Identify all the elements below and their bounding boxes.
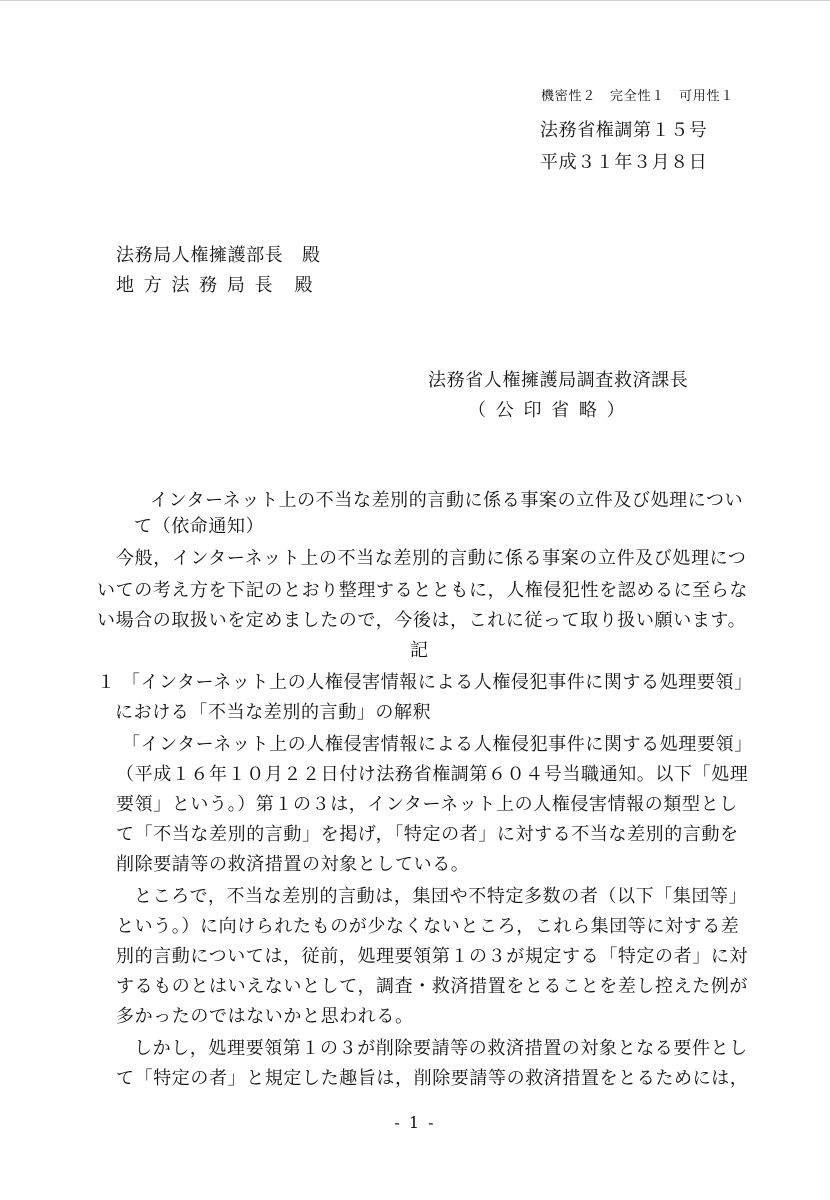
addressee-2: 地 方 法 務 局 長 殿 — [116, 275, 315, 296]
intro-line-3: い場合の取扱いを定めましたので，今後は，これに従って取り扱い願います。 — [97, 610, 747, 631]
para3-line-2: て「特定の者」と規定した趣旨は，削除要請等の救済措置をとるためには， — [116, 1068, 749, 1089]
intro-line-2: いての考え方を下記のとおり整理するとともに，人権侵犯性を認めるに至らな — [97, 580, 748, 601]
section1-heading-line-1: １ 「インターネット上の人権侵害情報による人権侵犯事件に関する処理要領」 — [97, 672, 753, 693]
subject-line-2: て（依命通知） — [134, 516, 265, 537]
para3-line-1: しかし，処理要領第１の３が削除要請等の救済措置の対象となる要件とし — [134, 1038, 748, 1059]
para1-line-5: 削除要請等の救済措置の対象としている。 — [116, 854, 470, 875]
document-date: 平成３１年３月８日 — [540, 152, 708, 173]
para1-line-2: （平成１６年１０月２２日付け法務省権調第６０４号当職通知。以下「処理 — [116, 764, 749, 785]
intro-line-1: 今般，インターネット上の不当な差別的言動に係る事案の立件及び処理につ — [116, 548, 747, 569]
para1-line-4: て「不当な差別的言動」を掲げ，「特定の者」に対する不当な差別的言動を — [116, 824, 739, 845]
sender-name: 法務省人権擁護局調査救済課長 — [428, 370, 689, 391]
para2-line-2: という。）に向けられたものが少なくないところ，これら集団等に対する差 — [116, 916, 740, 937]
para2-line-5: 多かったのではないかと思われる。 — [116, 1006, 414, 1027]
para1-line-1: 「インターネット上の人権侵害情報による人権侵犯事件に関する処理要領」 — [122, 734, 753, 755]
para2-line-3: 別的言動については，従前，処理要領第１の３が規定する「特定の者」に対 — [116, 946, 749, 967]
ki-heading: 記 — [410, 640, 429, 661]
addressee-1: 法務局人権擁護部長 殿 — [116, 245, 321, 266]
seal-omitted: （ 公 印 省 略 ） — [468, 400, 627, 421]
classification-label: 機密性２ 完全性１ 可用性１ — [541, 89, 735, 104]
para2-line-1: ところで，不当な差別的言動は，集団や不特定多数の者（以下「集団等」 — [134, 886, 748, 907]
para1-line-3: 要領」という。）第１の３は，インターネット上の人権侵害情報の類型とし — [116, 794, 738, 815]
page-number: - 1 - — [394, 1113, 436, 1132]
document-number: 法務省権調第１５号 — [540, 120, 708, 141]
para2-line-4: するものとはいえないとして，調査・救済措置をとることを差し控えた例が — [116, 976, 749, 997]
section1-heading-line-2: における「不当な差別的言動」の解釈 — [115, 702, 432, 723]
subject-line-1: インターネット上の不当な差別的言動に係る事案の立件及び処理につい — [150, 490, 744, 511]
